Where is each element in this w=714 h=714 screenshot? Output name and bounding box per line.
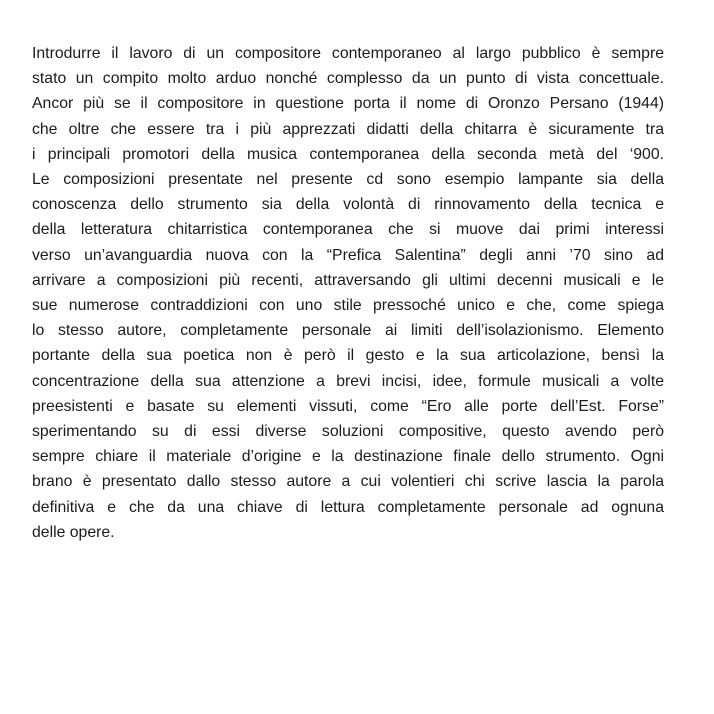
paragraph-line: Introdurre il lavoro di un compositore contemporaneo al largo pubblico è sempre [32, 45, 664, 62]
paragraph-line: verso un’avanguardia nuova con la “Prefica Salentina” degli anni ’70 sino ad [32, 246, 664, 264]
paragraph-line: arrivare a composizioni più recenti, attraversando gli ultimi decenni musicali e le [32, 271, 664, 289]
paragraph-line: i principali promotori della musica contemporanea della seconda metà del ‘900. [32, 145, 664, 163]
paragraph-line: portante della sua poetica non è però il gesto e la sua articolazione, bensì la [32, 347, 664, 365]
paragraph-line: sue numerose contraddizioni con uno stile pressoché unico e che, come spiega [32, 297, 664, 315]
paragraph-line: Le composizioni presentate nel presente cd sono esempio lampante sia della [32, 171, 664, 189]
paragraph-line: definitiva e che da una chiave di lettura completamente personale ad ognuna [32, 498, 664, 516]
paragraph-line: sempre chiare il materiale d’origine e la destinazione finale dello strumento. Ogni [32, 448, 664, 466]
paragraph-line: della letteratura chitarristica contemporanea che si muove dai primi interessi [32, 221, 664, 239]
paragraph-line: conoscenza dello strumento sia della volontà di rinnovamento della tecnica e [32, 196, 664, 214]
paragraph-line: stato un compito molto arduo nonché complesso da un punto di vista concettuale. [32, 70, 664, 88]
paragraph-line: Ancor più se il compositore in questione porta il nome di Oronzo Persano (1944) [32, 95, 664, 113]
paragraph-line: concentrazione della sua attenzione a brevi incisi, idee, formule musicali a volte [32, 372, 664, 390]
paragraph-line: lo stesso autore, completamente personale ai limiti dell’isolazionismo. Elemento [32, 322, 664, 340]
paragraph-line: preesistenti e basate su elementi vissuti, come “Ero alle porte dell’Est. Forse” [32, 397, 664, 415]
paragraph-line: brano è presentato dallo stesso autore a cui volentieri chi scrive lascia la parola [32, 473, 664, 491]
paragraph-line: delle opere. [32, 523, 115, 541]
body-paragraph [32, 41, 664, 545]
paragraph-line: sperimentando su di essi diverse soluzioni compositive, questo avendo però [32, 423, 664, 441]
paragraph-line: che oltre che essere tra i più apprezzati didatti della chitarra è sicuramente tra [32, 120, 664, 138]
